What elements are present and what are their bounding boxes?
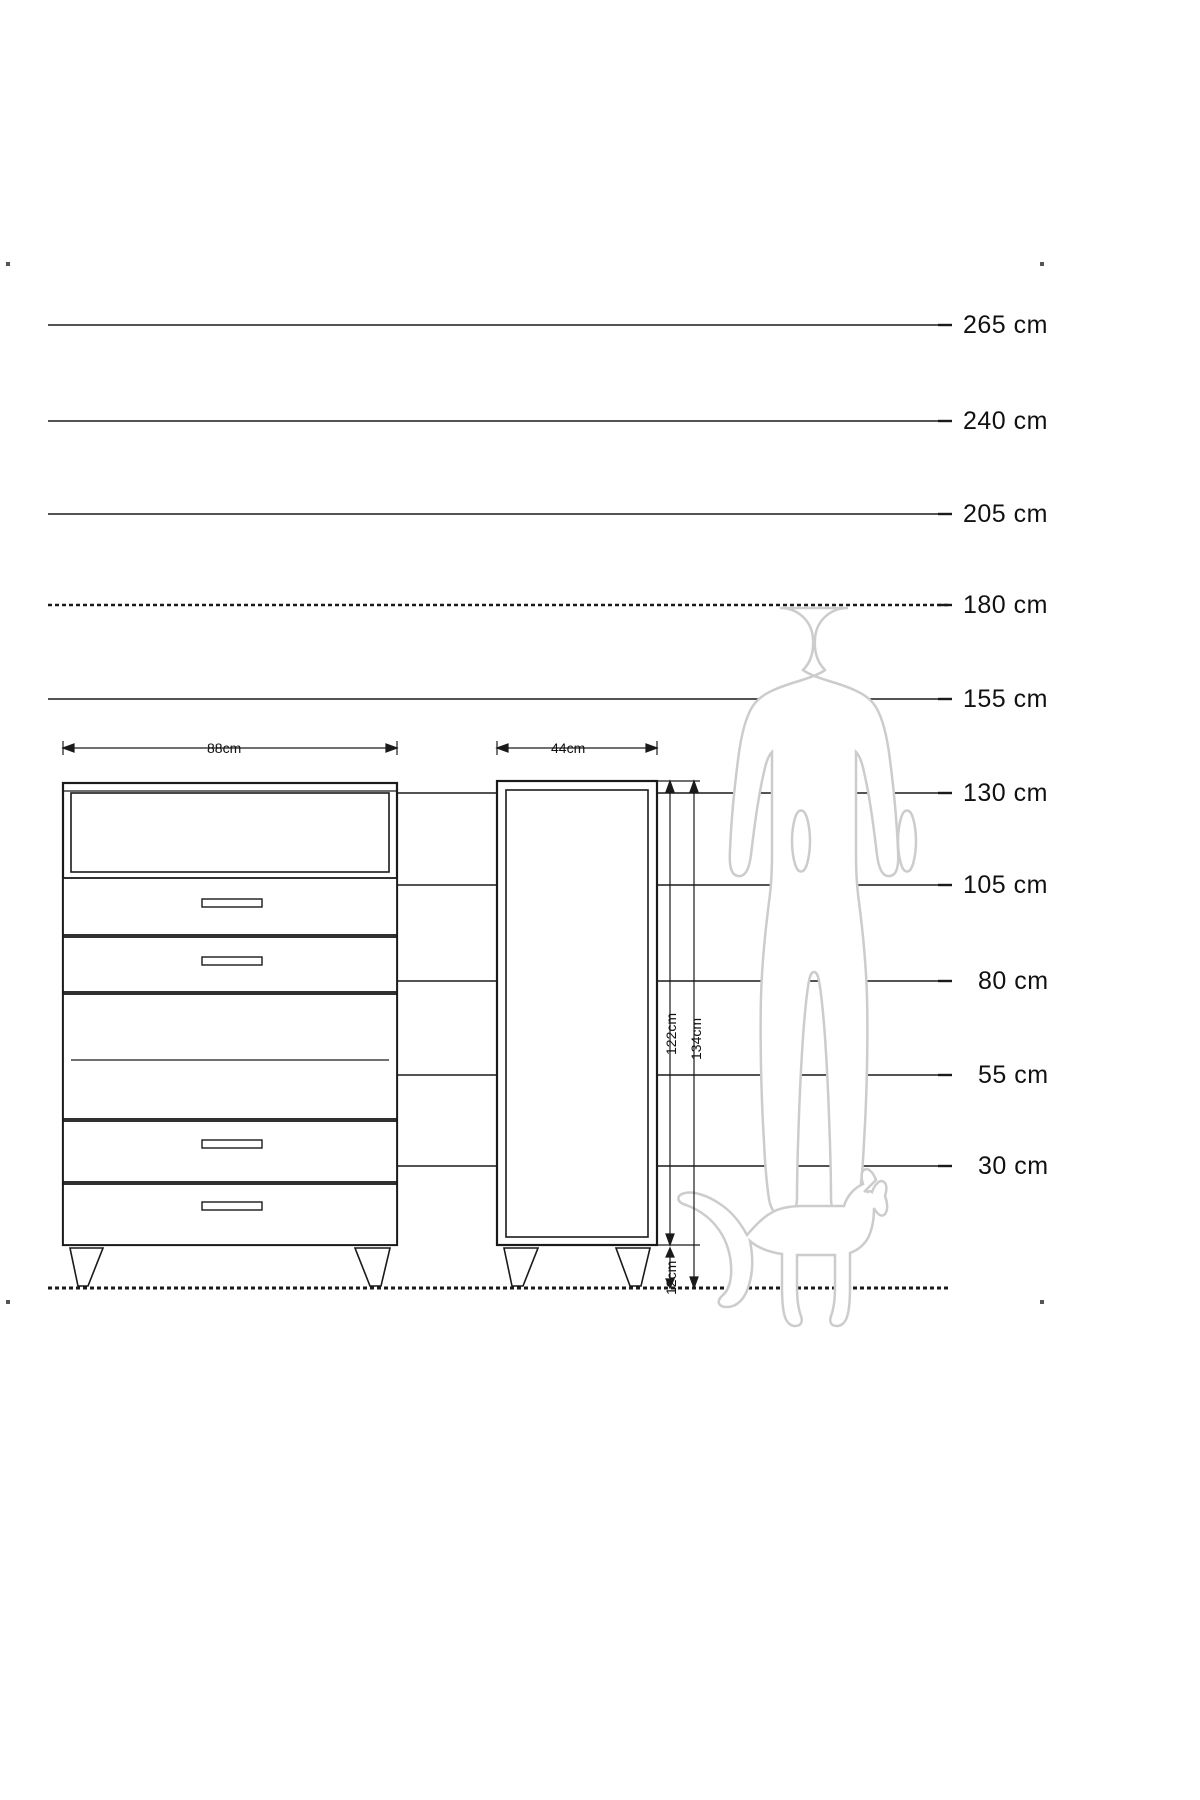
cabinet-leg-left	[504, 1248, 538, 1286]
scale-label-55: 55 cm	[978, 1061, 1049, 1089]
scale-label-180: 180 cm	[963, 591, 1048, 619]
dimension-label-cabinet-width: 44cm	[551, 740, 586, 756]
scale-label-205: 205 cm	[963, 500, 1048, 528]
scale-label-80: 80 cm	[978, 967, 1049, 995]
scale-label-30: 30 cm	[978, 1152, 1049, 1180]
dresser-leg-right	[355, 1248, 390, 1286]
cabinet-leg-right	[616, 1248, 650, 1286]
dim-134-arrow-top	[690, 781, 698, 792]
dimension-label-cabinet-total-height: 134cm	[688, 1017, 704, 1060]
chest-of-drawers	[63, 783, 397, 1286]
dresser-drawer-3	[63, 1121, 397, 1182]
dresser-handle-3	[202, 1140, 262, 1148]
dim-12-arrow-top	[666, 1248, 674, 1257]
cabinet-door	[506, 790, 648, 1237]
dim-88-arrow-right	[386, 744, 397, 752]
scale-label-155: 155 cm	[963, 685, 1048, 713]
dresser-handle-1	[202, 899, 262, 907]
dresser-open-shelf	[71, 793, 389, 872]
dresser-handle-2	[202, 957, 262, 965]
scale-label-265: 265 cm	[963, 311, 1048, 339]
dimension-label-cabinet-height: 122cm	[663, 1012, 679, 1055]
dim-44-arrow-left	[497, 744, 508, 752]
scale-label-240: 240 cm	[963, 407, 1048, 435]
dim-122-arrow-top	[666, 781, 674, 792]
dim-122-arrow-bottom	[666, 1234, 674, 1245]
tall-cabinet	[497, 781, 657, 1286]
dim-134-arrow-bottom	[690, 1277, 698, 1288]
dim-88-arrow-left	[63, 744, 74, 752]
scale-label-105: 105 cm	[963, 871, 1048, 899]
dresser-drawer-4	[63, 1184, 397, 1245]
dresser-handle-4	[202, 1202, 262, 1210]
dimension-label-dresser-width: 88cm	[207, 740, 242, 756]
dresser-open-compartment	[63, 994, 397, 1119]
dim-44-arrow-right	[646, 744, 657, 752]
scale-label-130: 130 cm	[963, 779, 1048, 807]
dresser-leg-left	[70, 1248, 103, 1286]
dimension-label-leg-height: 12cm	[663, 1260, 679, 1295]
